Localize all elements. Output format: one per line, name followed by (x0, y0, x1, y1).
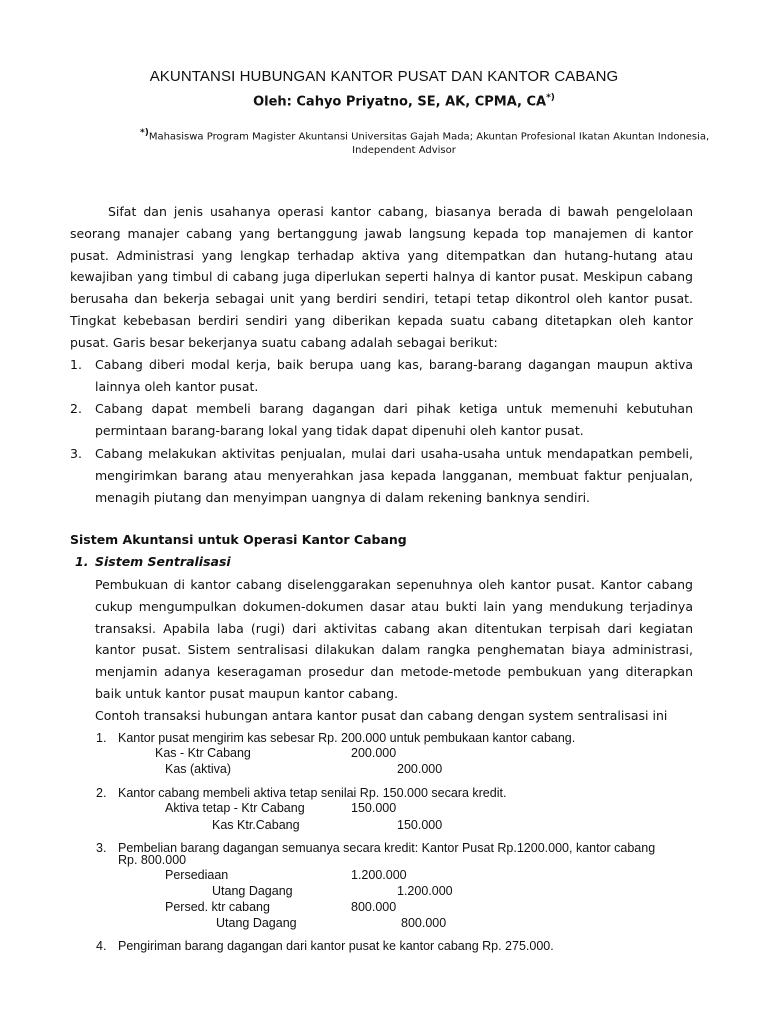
footnote-line-1 (140, 128, 709, 142)
journal-debit: 1.200.000 (351, 868, 407, 882)
journal-debit: 800.000 (351, 900, 397, 914)
journal-account: Persed. ktr cabang (165, 900, 270, 914)
subsection-body (95, 574, 693, 727)
transaction-text: Pembelian barang dagangan semuanya secara kredit: Kantor Pusat Rp.1200.000, kantor cabang (118, 841, 656, 855)
list-item (70, 443, 693, 508)
transaction-number: 3. (96, 841, 107, 855)
journal-credit: 800.000 (401, 916, 447, 930)
journal-debit: 200.000 (351, 746, 397, 760)
journal-account: Utang Dagang (216, 916, 297, 930)
footnote-mark: *) (140, 128, 149, 138)
journal-debit: 150.000 (351, 801, 397, 815)
subsection-text: Pembukuan di kantor cabang diselenggarakan sepenuhnya oleh kantor pusat. Kantor cabang cukup mengumpulkan dokumen-dokumen dasar atau bukti lain yang mendukung terjadinya transaksi. Apabila laba (rugi) dari aktivitas cabang akan ditentukan terpisah dari kegiatan kantor pusat. Sistem sentralisasi dilakukan dalam rangka penghematan biaya administrasi, menjamin adanya keseragaman prosedur dan metode-metode pembukuan yang diterapkan baik untuk kantor pusat maupun kantor cabang. (95, 577, 693, 701)
journal-account: Kas (aktiva) (165, 762, 231, 776)
footnote-text-1: Mahasiswa Program Magister Akuntansi Universitas Gajah Mada; Akuntan Profesional Ikatan Akuntan Indonesia, (148, 131, 710, 143)
author-name: Oleh: Cahyo Priyatno, SE, AK, CPMA, CA (253, 94, 547, 110)
transaction-number: 4. (96, 939, 107, 953)
list-number: 2. (70, 401, 82, 416)
footnote-line-2: Independent Advisor (352, 145, 456, 156)
journal-account: Kas - Ktr Cabang (155, 746, 251, 760)
journal-credit: 1.200.000 (397, 884, 453, 898)
journal-account: Utang Dagang (212, 884, 293, 898)
list-text: Cabang melakukan aktivitas penjualan, mulai dari usaha-usaha untuk mendapatkan pembeli, mengirimkan barang atau menyerahkan jasa kepada langganan, membuat faktur penjualan, menagih piutang dan menyimpan uangnya di dalam rekening banknya sendiri. (95, 446, 693, 505)
transaction-number: 1. (96, 731, 107, 745)
transaction-text: Kantor pusat mengirim kas sebesar Rp. 200.000 untuk pembukaan kantor cabang. (118, 731, 576, 745)
document-title: AKUNTANSI HUBUNGAN KANTOR PUSAT DAN KANTOR CABANG (149, 68, 619, 85)
section-title: Sistem Akuntansi untuk Operasi Kantor Cabang (70, 532, 407, 547)
transaction-number: 2. (96, 786, 107, 800)
journal-credit: 150.000 (397, 818, 443, 832)
list-item (70, 354, 693, 398)
journal-account: Kas Ktr.Cabang (212, 818, 300, 832)
intro-text: Sifat dan jenis usahanya operasi kantor cabang, biasanya berada di bawah pengelolaan seorang manajer cabang yang bertanggung jawab langsung kepada top manajemen di kantor pusat. Administrasi yang lengkap terhadap aktiva yang ditempatkan dan hutang-hutang atau kewajiban yang timbul di cabang juga diperlukan seperti halnya di kantor pusat. Meskipun cabang berusaha dan bekerja sebagai unit yang berdiri sendiri, tetapi tetap dikontrol oleh kantor pusat. Tingkat kebebasan berdiri sendiri yang diberikan kepada suatu cabang ditetapkan oleh kantor pusat. Garis besar bekerjanya suatu cabang adalah sebagai berikut: (70, 204, 693, 350)
transaction-text: Kantor cabang membeli aktiva tetap senilai Rp. 150.000 secara kredit. (118, 786, 507, 800)
list-text: Cabang dapat membeli barang dagangan dari pihak ketiga untuk memenuhi kebutuhan permintaan barang-barang lokal yang tidak dapat dipenuhi oleh kantor pusat. (95, 401, 693, 438)
list-text: Cabang diberi modal kerja, baik berupa uang kas, barang-barang dagangan maupun aktiva lainnya oleh kantor pusat. (95, 357, 693, 394)
journal-account: Persediaan (165, 868, 229, 882)
journal-account: Aktiva tetap - Ktr Cabang (165, 801, 305, 815)
author-line (0, 93, 768, 109)
list-number: 3. (70, 446, 82, 461)
list-number: 1. (70, 357, 82, 372)
subsection-title: Sistem Sentralisasi (95, 554, 231, 569)
list-item (70, 398, 693, 442)
subsection-number: 1. (75, 554, 89, 569)
transaction-text-continued: Rp. 800.000 (118, 853, 187, 867)
author-mark: *) (546, 93, 555, 103)
journal-credit: 200.000 (397, 762, 443, 776)
transaction-text: Pengiriman barang dagangan dari kantor pusat ke kantor cabang Rp. 275.000. (118, 939, 554, 953)
subsection-example: Contoh transaksi hubungan antara kantor pusat dan cabang dengan system sentralisasi ini (95, 707, 668, 723)
intro-paragraph (70, 201, 693, 354)
